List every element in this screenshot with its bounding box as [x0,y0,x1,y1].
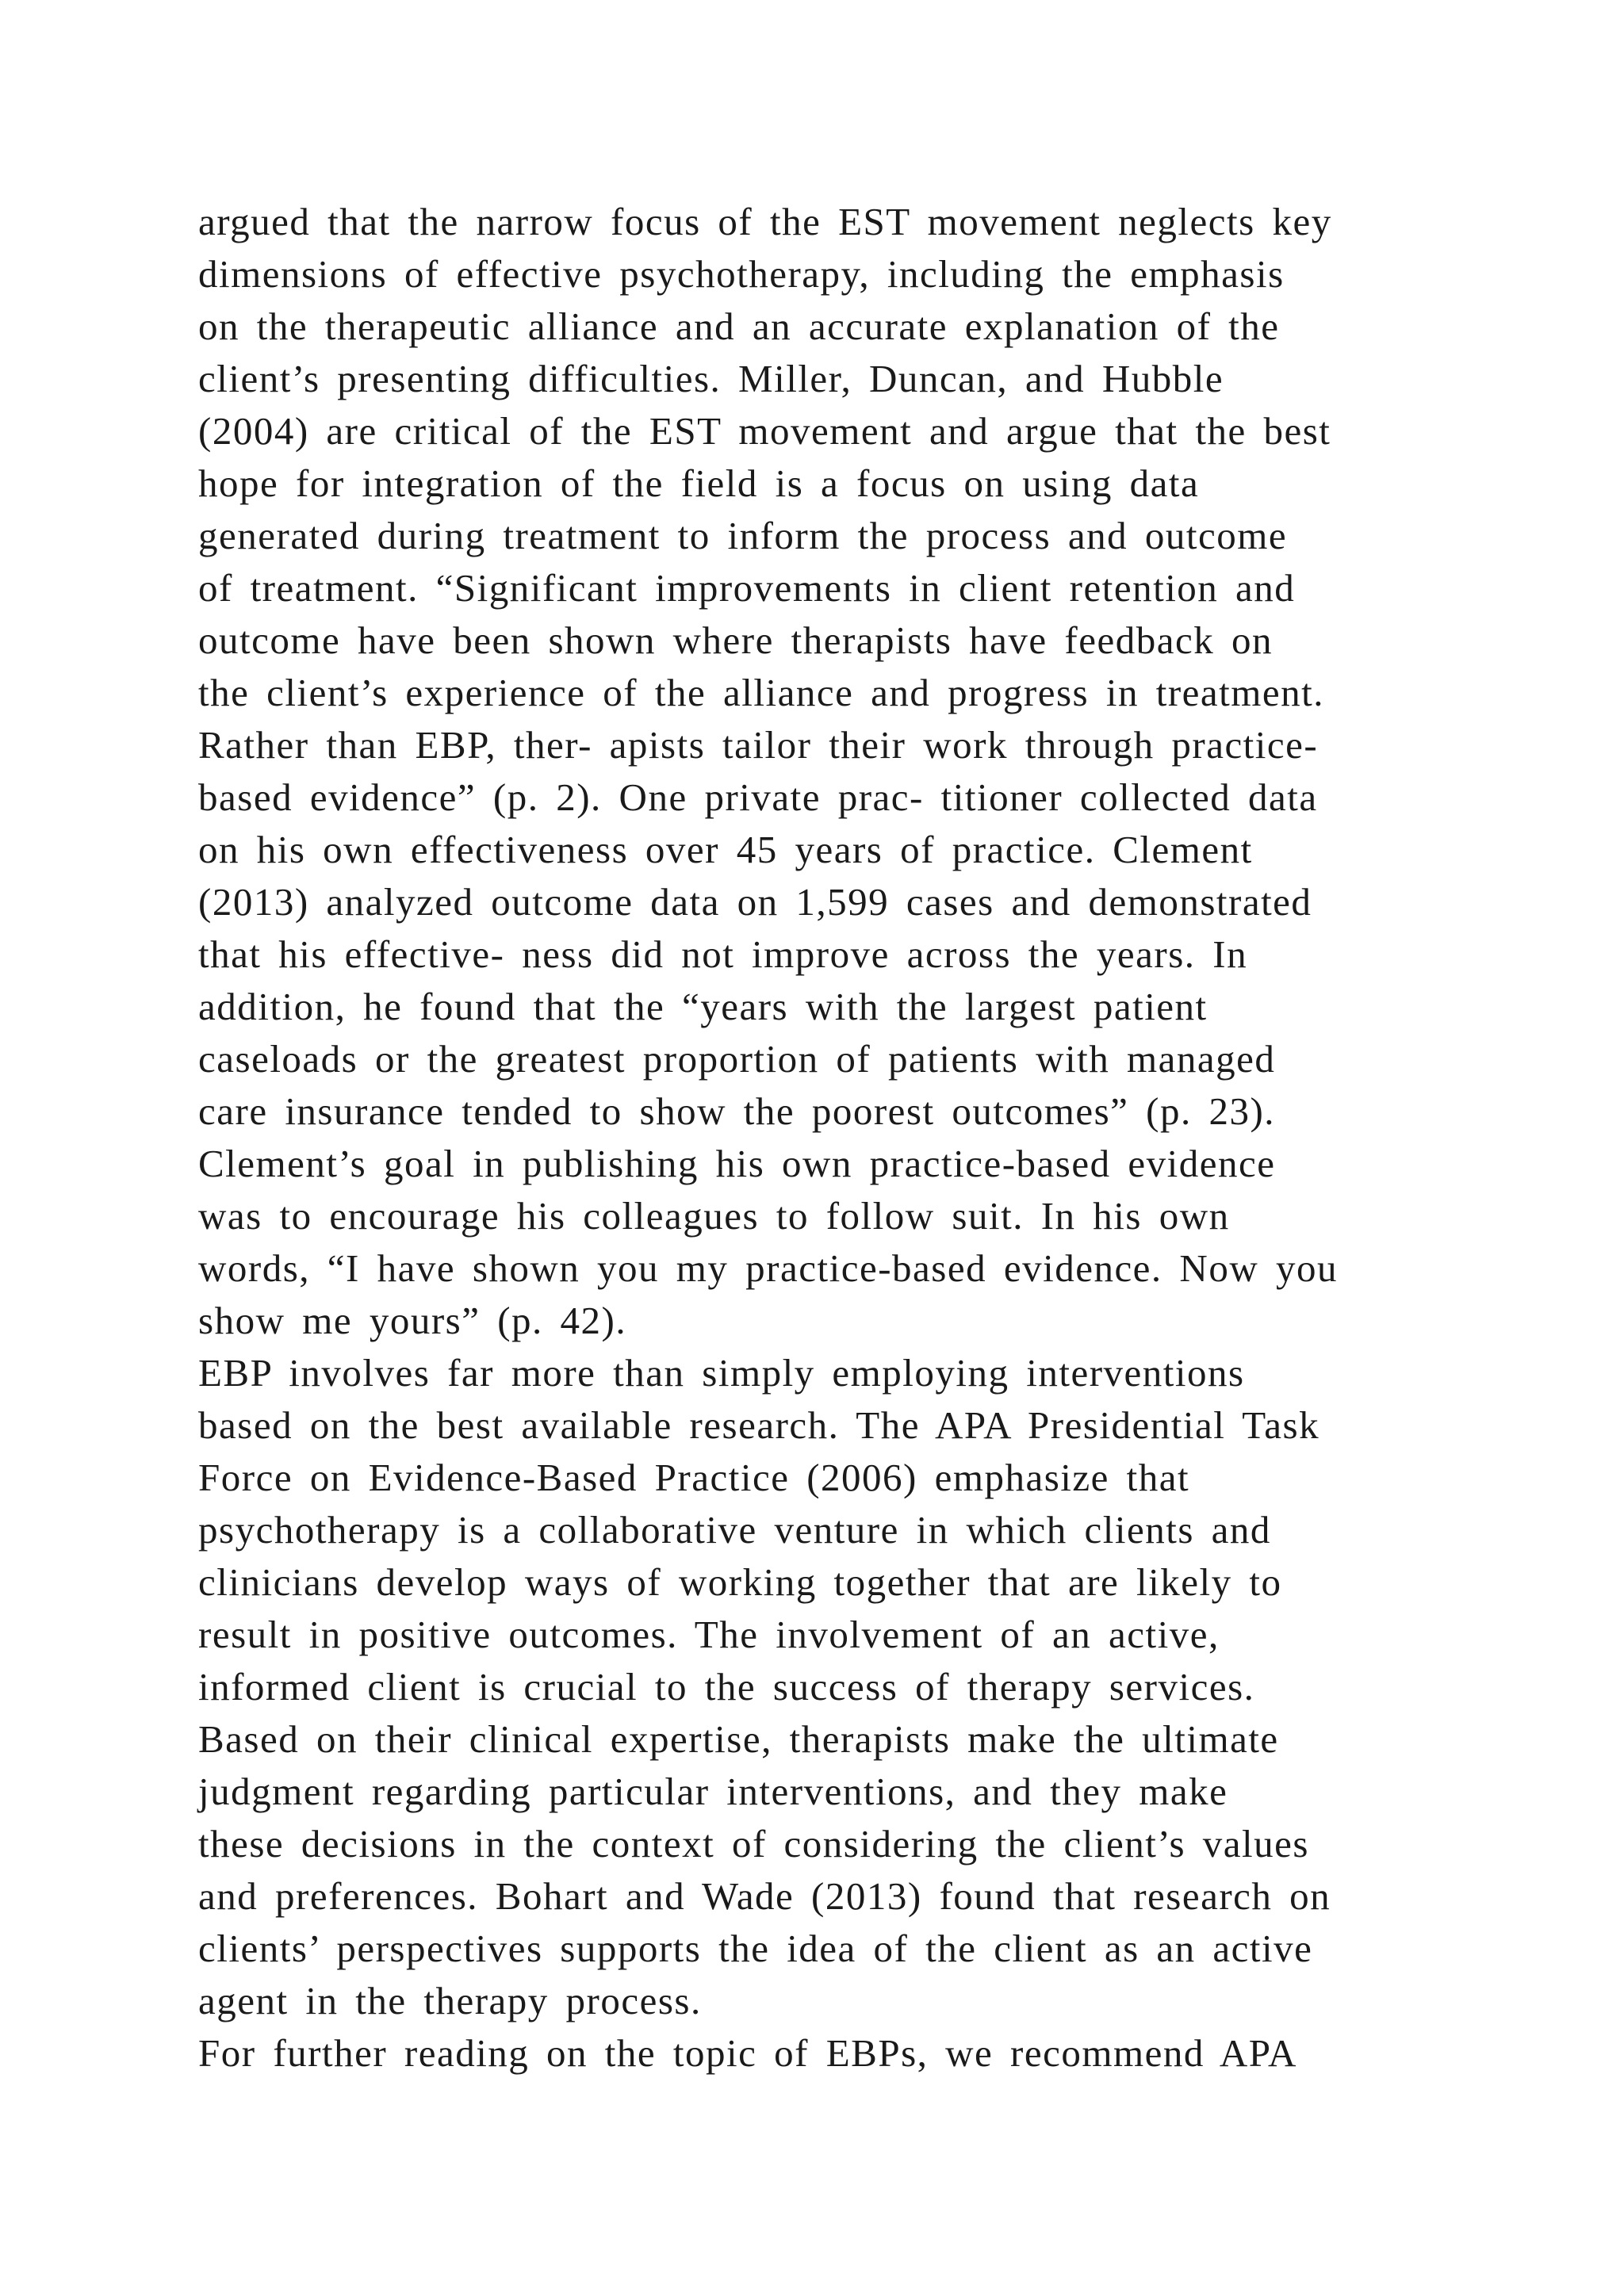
text-line: informed client is crucial to the success of therapy services. [198,1665,1255,1709]
text-line: on the therapeutic alliance and an accurate explanation of the [198,304,1280,348]
text-line: addition, he found that the “years with the largest patient [198,985,1208,1028]
text-line: words, “I have shown you my practice-based evidence. Now you [198,1246,1338,1290]
text-line: client’s presenting difficulties. Miller, Duncan, and Hubble [198,357,1224,400]
text-line: clients’ perspectives supports the idea of the client as an active [198,1927,1313,1970]
text-line: of treatment. “Significant improvements in client retention and [198,566,1296,610]
text-line: Based on their clinical expertise, therapists make the ultimate [198,1717,1279,1761]
text-line: and preferences. Bohart and Wade (2013) found that research on [198,1874,1331,1918]
text-line: For further reading on the topic of EBPs, we recommend APA [198,2031,1297,2075]
text-line: Rather than EBP, ther- apists tailor their work through practice- [198,723,1319,767]
text-line: generated during treatment to inform the process and outcome [198,514,1288,557]
text-line: clinicians develop ways of working together that are likely to [198,1560,1282,1604]
text-line: Force on Evidence-Based Practice (2006) emphasize that [198,1456,1190,1499]
text-line: psychotherapy is a collaborative venture in which clients and [198,1508,1271,1552]
text-line: care insurance tended to show the poorest outcomes” (p. 23). [198,1089,1276,1133]
text-line: was to encourage his colleagues to follow suit. In his own [198,1194,1230,1238]
text-line: EBP involves far more than simply employing interventions [198,1351,1245,1395]
text-line: argued that the narrow focus of the EST movement neglects key [198,200,1332,243]
text-line: judgment regarding particular interventions, and they make [198,1770,1228,1813]
text-line: these decisions in the context of considering the client’s values [198,1822,1309,1866]
text-line: show me yours” (p. 42). [198,1299,627,1342]
text-line: caseloads or the greatest proportion of patients with managed [198,1037,1276,1081]
text-line: result in positive outcomes. The involvement of an active, [198,1613,1220,1656]
body-text [198,196,1499,2080]
text-line: Clement’s goal in publishing his own practice-based evidence [198,1142,1276,1185]
text-line: based evidence” (p. 2). One private prac- titioner collected data [198,775,1318,819]
text-line: hope for integration of the field is a focus on using data [198,461,1200,505]
text-line: based on the best available research. The APA Presidential Task [198,1403,1320,1447]
text-line: the client’s experience of the alliance and progress in treatment. [198,671,1324,714]
text-line: agent in the therapy process. [198,1979,702,2022]
text-line: outcome have been shown where therapists have feedback on [198,618,1273,662]
text-line: that his effective- ness did not improve across the years. In [198,932,1248,976]
text-line: on his own effectiveness over 45 years of practice. Clement [198,828,1253,871]
text-line: dimensions of effective psychotherapy, including the emphasis [198,252,1285,296]
text-line: (2004) are critical of the EST movement and argue that the best [198,409,1331,453]
text-line: (2013) analyzed outcome data on 1,599 cases and demonstrated [198,880,1312,924]
